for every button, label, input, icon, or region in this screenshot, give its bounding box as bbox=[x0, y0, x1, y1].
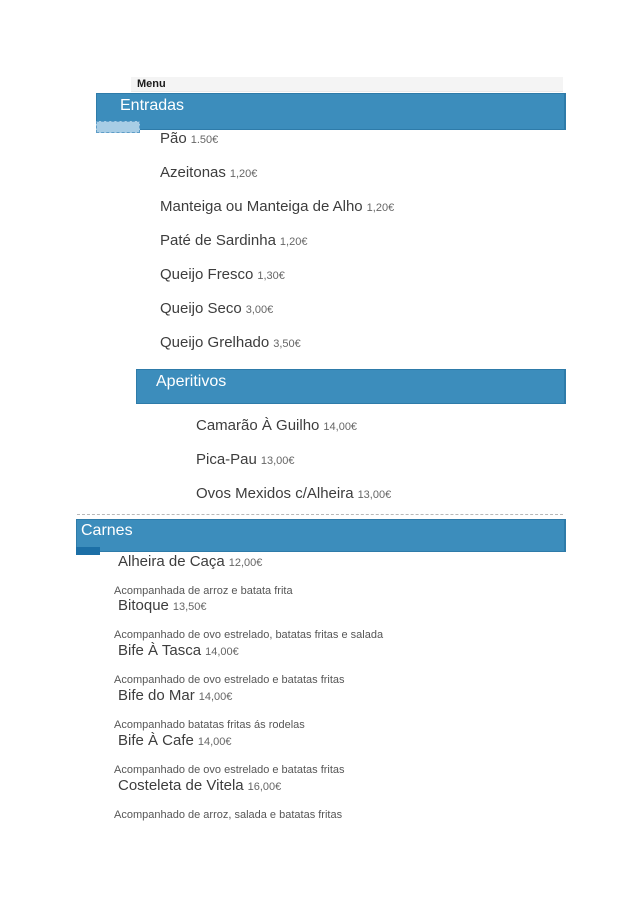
section-header-entradas[interactable] bbox=[96, 93, 566, 130]
item-price: 1,30€ bbox=[257, 270, 285, 282]
section-label: Entradas bbox=[120, 97, 185, 114]
item-price: 14,00€ bbox=[197, 736, 232, 748]
menu-item bbox=[160, 301, 273, 318]
item-description: Acompanhado de ovo estrelado, batatas fritas e salada bbox=[114, 629, 384, 641]
menu-item bbox=[118, 598, 207, 615]
section-header-carnes[interactable] bbox=[76, 519, 566, 552]
menu-item bbox=[160, 233, 307, 250]
menu-item bbox=[118, 688, 232, 705]
section-divider bbox=[77, 514, 563, 515]
menu-item bbox=[160, 165, 257, 182]
item-price: 1,20€ bbox=[366, 202, 395, 214]
item-name: Bife À Cafe bbox=[118, 732, 194, 749]
item-price: 12,00€ bbox=[228, 557, 263, 569]
item-name: Queijo Fresco bbox=[160, 266, 254, 283]
selection-handle-entradas[interactable] bbox=[96, 121, 140, 133]
item-name: Alheira de Caça bbox=[118, 553, 225, 570]
item-description: Acompanhado de ovo estrelado e batatas fritas bbox=[114, 764, 345, 776]
menu-item bbox=[118, 778, 281, 795]
item-price: 13,00€ bbox=[357, 489, 392, 501]
item-price: 3,50€ bbox=[273, 338, 301, 350]
item-name: Costeleta de Vitela bbox=[118, 777, 244, 794]
item-price: 14,00€ bbox=[198, 691, 233, 703]
menu-item bbox=[196, 486, 391, 503]
item-name: Bife do Mar bbox=[118, 687, 195, 704]
item-description: Acompanhado de ovo estrelado e batatas fritas bbox=[114, 674, 345, 686]
item-name: Manteiga ou Manteiga de Alho bbox=[160, 198, 363, 215]
item-name: Paté de Sardinha bbox=[160, 232, 276, 249]
item-price: 1.50€ bbox=[190, 134, 219, 146]
item-price: 3,00€ bbox=[245, 304, 274, 316]
item-description: Acompanhada de arroz e batata frita bbox=[114, 585, 293, 597]
menu-item bbox=[160, 335, 301, 352]
menu-item bbox=[196, 418, 357, 435]
item-name: Pão bbox=[160, 130, 187, 147]
item-description: Acompanhado batatas fritas ás rodelas bbox=[114, 719, 305, 731]
section-label: Aperitivos bbox=[156, 373, 227, 390]
item-name: Camarão À Guilho bbox=[196, 417, 320, 434]
item-name: Bife À Tasca bbox=[118, 642, 202, 659]
menu-item bbox=[118, 643, 239, 660]
item-name: Pica-Pau bbox=[196, 451, 257, 468]
section-header-aperitivos[interactable] bbox=[136, 369, 566, 404]
item-name: Bitoque bbox=[118, 597, 169, 614]
menu-item bbox=[160, 131, 218, 148]
menu-item bbox=[160, 199, 394, 216]
section-label: Carnes bbox=[81, 522, 133, 539]
item-price: 13,50€ bbox=[172, 601, 207, 613]
page-title: Menu bbox=[137, 78, 166, 90]
item-price: 14,00€ bbox=[205, 646, 239, 658]
item-name: Azeitonas bbox=[160, 164, 226, 181]
item-name: Ovos Mexidos c/Alheira bbox=[196, 485, 354, 502]
item-description: Acompanhado de arroz, salada e batatas fritas bbox=[114, 809, 343, 821]
item-price: 13,00€ bbox=[260, 455, 295, 467]
selection-handle-carnes[interactable] bbox=[76, 547, 100, 555]
item-price: 1,20€ bbox=[229, 168, 258, 180]
menu-item bbox=[118, 733, 232, 750]
menu-item bbox=[196, 452, 295, 469]
item-name: Queijo Seco bbox=[160, 300, 242, 317]
menu-item bbox=[118, 554, 262, 571]
item-name: Queijo Grelhado bbox=[160, 334, 270, 351]
menu-tab-strip bbox=[131, 77, 563, 92]
item-price: 1,20€ bbox=[279, 236, 308, 248]
item-price: 14,00€ bbox=[323, 421, 358, 433]
menu-item bbox=[160, 267, 285, 284]
item-price: 16,00€ bbox=[247, 781, 282, 793]
